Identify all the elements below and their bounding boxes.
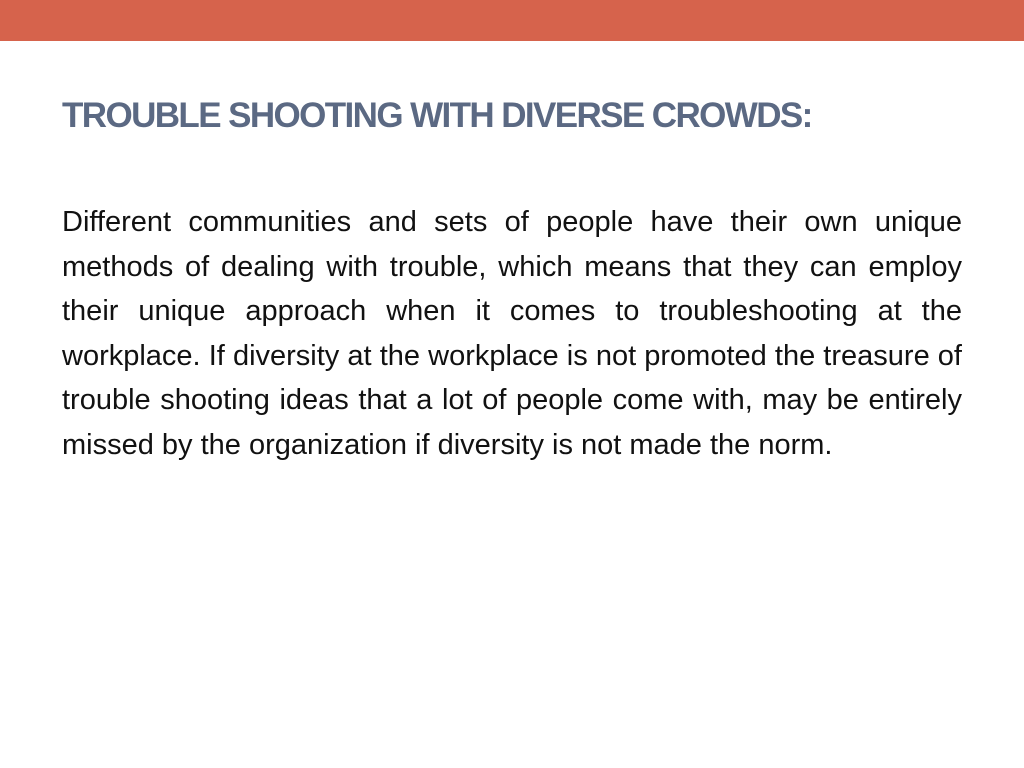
slide-body-text: Different communities and sets of people have their own unique methods of dealing with trouble, which means that they can employ their unique approach when it comes to troubleshooting at the workplace. If diversity at the workplace is not promoted the treasure of trouble shooting ideas that a lot of people come with, may be entirely missed by the organization if diversity is not made the norm. bbox=[62, 206, 962, 461]
slide-title: TROUBLE SHOOTING WITH DIVERSE CROWDS: bbox=[62, 96, 812, 135]
top-accent-bar bbox=[0, 0, 1024, 41]
